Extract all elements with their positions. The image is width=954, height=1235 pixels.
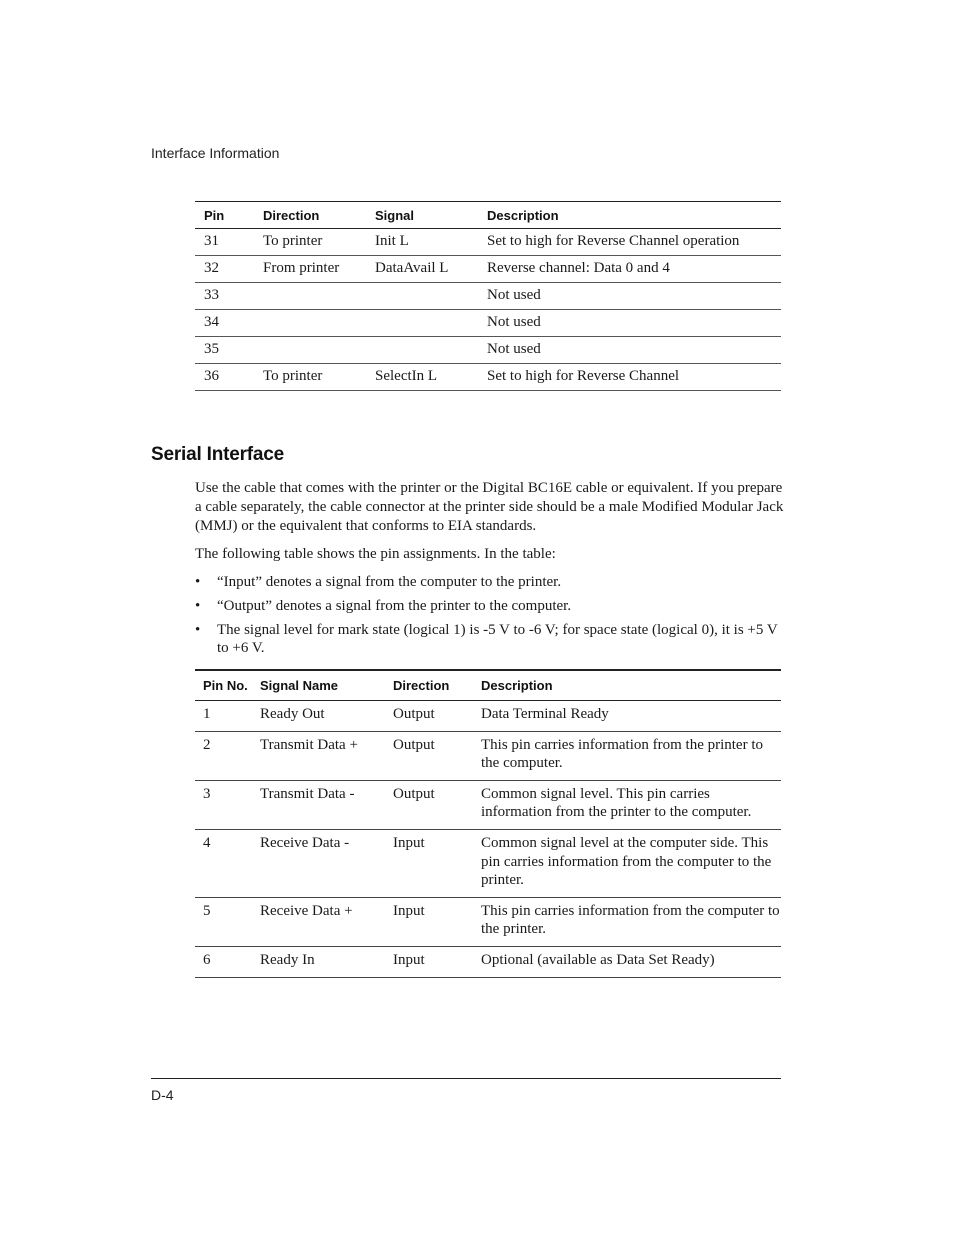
column-header-pin-no: Pin No. xyxy=(195,670,260,701)
cell-pin: 5 xyxy=(195,897,260,946)
table-row xyxy=(195,780,781,829)
cell-pin: 36 xyxy=(195,364,263,391)
section-heading-serial-interface: Serial Interface xyxy=(151,444,285,465)
list-item xyxy=(195,621,785,659)
cell-description: Set to high for Reverse Channel operation xyxy=(487,229,781,256)
cell-description: This pin carries information from the computer to the printer. xyxy=(481,897,781,946)
cell-pin: 2 xyxy=(195,731,260,780)
column-header-direction: Direction xyxy=(393,670,481,701)
cell-signal-name: Transmit Data - xyxy=(260,780,393,829)
cell-pin: 35 xyxy=(195,337,263,364)
cell-description: Not used xyxy=(487,310,781,337)
table-row xyxy=(195,310,781,337)
cell-signal xyxy=(375,310,487,337)
cell-direction: To printer xyxy=(263,364,375,391)
cell-signal: SelectIn L xyxy=(375,364,487,391)
serial-pin-table xyxy=(195,669,781,978)
cell-pin: 4 xyxy=(195,829,260,897)
cell-direction xyxy=(263,310,375,337)
bullet-icon: • xyxy=(195,597,201,614)
table-row xyxy=(195,701,781,732)
cell-signal: Init L xyxy=(375,229,487,256)
cell-direction xyxy=(263,283,375,310)
column-header-description: Description xyxy=(487,202,781,229)
cell-signal-name: Ready Out xyxy=(260,701,393,732)
cell-direction: Input xyxy=(393,897,481,946)
cell-direction: Output xyxy=(393,731,481,780)
table-row xyxy=(195,946,781,977)
table-row xyxy=(195,897,781,946)
cell-signal-name: Transmit Data + xyxy=(260,731,393,780)
cell-pin: 33 xyxy=(195,283,263,310)
cell-direction: From printer xyxy=(263,256,375,283)
cell-pin: 6 xyxy=(195,946,260,977)
cell-pin: 32 xyxy=(195,256,263,283)
running-head: Interface Information xyxy=(151,145,280,161)
list-item xyxy=(195,597,785,616)
table-row xyxy=(195,283,781,310)
column-header-signal-name: Signal Name xyxy=(260,670,393,701)
cell-description: Common signal level. This pin carries information from the printer to the computer. xyxy=(481,780,781,829)
cell-description: Common signal level at the computer side. This pin carries information from the computer to the printer. xyxy=(481,829,781,897)
cell-description: Reverse channel: Data 0 and 4 xyxy=(487,256,781,283)
cell-direction xyxy=(263,337,375,364)
cell-description: Not used xyxy=(487,337,781,364)
intro-paragraph: Use the cable that comes with the printer or the Digital BC16E cable or equivalent. If you prepare a cable separately, the cable connector at the printer side should be a male Modified Modular Jack (MMJ) or the equivalent that conforms to EIA standards. xyxy=(195,480,784,534)
table-row xyxy=(195,364,781,391)
list-item-text: “Input” denotes a signal from the computer to the printer. xyxy=(217,574,562,590)
bullet-list xyxy=(195,573,785,663)
cell-direction: Input xyxy=(393,946,481,977)
page-number: D-4 xyxy=(151,1087,174,1103)
table-row xyxy=(195,229,781,256)
cell-pin: 31 xyxy=(195,229,263,256)
cell-description: Data Terminal Ready xyxy=(481,701,781,732)
parallel-pin-table xyxy=(195,201,781,391)
column-header-pin: Pin xyxy=(195,202,263,229)
cell-signal-name: Receive Data - xyxy=(260,829,393,897)
table-header-row xyxy=(195,202,781,229)
cell-pin: 34 xyxy=(195,310,263,337)
table-row xyxy=(195,256,781,283)
cell-description: Optional (available as Data Set Ready) xyxy=(481,946,781,977)
column-header-signal: Signal xyxy=(375,202,487,229)
column-header-description: Description xyxy=(481,670,781,701)
cell-direction: To printer xyxy=(263,229,375,256)
cell-description: This pin carries information from the printer to the computer. xyxy=(481,731,781,780)
cell-description: Set to high for Reverse Channel xyxy=(487,364,781,391)
cell-signal xyxy=(375,283,487,310)
cell-direction: Output xyxy=(393,701,481,732)
bullet-icon: • xyxy=(195,621,201,638)
table-row xyxy=(195,731,781,780)
cell-signal-name: Receive Data + xyxy=(260,897,393,946)
bullet-icon: • xyxy=(195,574,201,590)
column-header-direction: Direction xyxy=(263,202,375,229)
cell-signal-name: Ready In xyxy=(260,946,393,977)
footer-divider xyxy=(151,1078,781,1079)
cell-direction: Output xyxy=(393,780,481,829)
cell-direction: Input xyxy=(393,829,481,897)
list-item-text: “Output” denotes a signal from the printer to the computer. xyxy=(217,597,572,614)
list-item-text: The signal level for mark state (logical 1) is -5 V to -6 V; for space state (logical 0), it is +5 V to +6 V. xyxy=(217,621,778,657)
list-item xyxy=(195,573,785,592)
table-header-row xyxy=(195,670,781,701)
cell-pin: 3 xyxy=(195,780,260,829)
cell-signal: DataAvail L xyxy=(375,256,487,283)
cell-description: Not used xyxy=(487,283,781,310)
table-row xyxy=(195,337,781,364)
cell-pin: 1 xyxy=(195,701,260,732)
table-row xyxy=(195,829,781,897)
cell-signal xyxy=(375,337,487,364)
table-intro-paragraph: The following table shows the pin assignments. In the table: xyxy=(195,546,556,562)
